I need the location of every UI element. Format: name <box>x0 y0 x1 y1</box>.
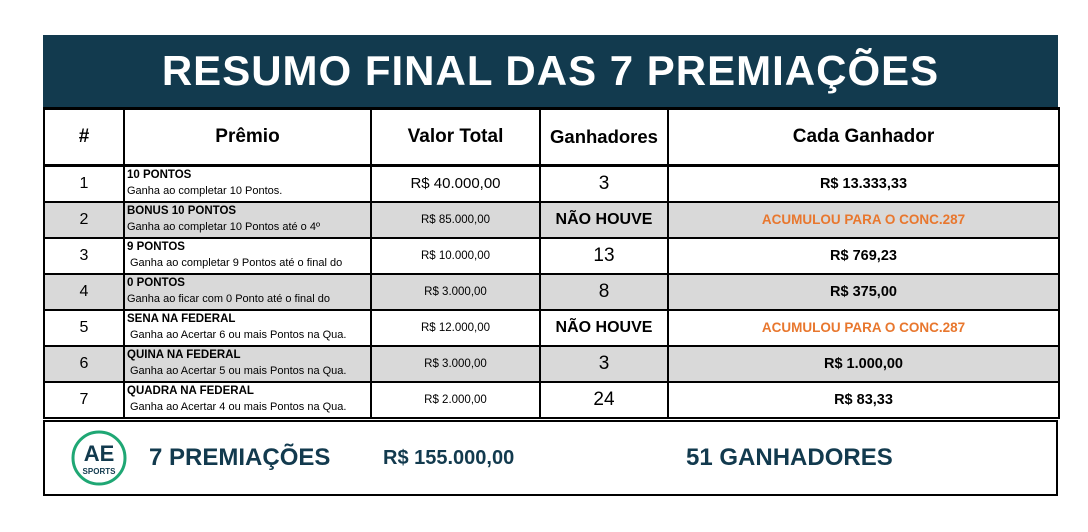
prize-cell <box>124 382 371 418</box>
ae-sports-logo <box>71 430 127 486</box>
prize-cell <box>124 274 371 310</box>
row-number: 3 <box>44 238 124 274</box>
prize-description: Ganha ao completar 10 Pontos. <box>127 185 283 197</box>
title-banner <box>43 35 1058 107</box>
winners-count: 3 <box>540 346 668 382</box>
total-value: R$ 3.000,00 <box>371 274 540 310</box>
total-amount: R$ 155.000,00 <box>383 447 515 469</box>
prize-name: QUADRA NA FEDERAL <box>127 384 254 397</box>
prize-cell <box>124 238 371 274</box>
winners-count: 24 <box>540 382 668 418</box>
summary-footer <box>43 420 1058 496</box>
prize-name: SENA NA FEDERAL <box>127 312 236 325</box>
header-valor: Valor Total <box>371 109 540 166</box>
header-cada: Cada Ganhador <box>668 109 1059 166</box>
logo-letters: AE <box>83 441 115 466</box>
prize-description: Ganha ao completar 9 Pontos até o final do <box>130 256 343 269</box>
row-number: 1 <box>44 166 124 202</box>
winners-count: NÃO HOUVE <box>540 310 668 346</box>
table-row <box>44 274 1059 310</box>
per-winner-value: R$ 1.000,00 <box>668 346 1059 382</box>
prize-name: 10 PONTOS <box>127 169 192 181</box>
prize-name: 9 PONTOS <box>127 240 185 253</box>
logo-sub: SPORTS <box>82 467 116 476</box>
header-num: # <box>44 109 124 166</box>
prize-description: Ganha ao ficar com 0 Ponto até o final do <box>127 292 331 305</box>
prize-description: Ganha ao Acertar 6 ou mais Pontos na Qua. <box>130 328 347 341</box>
per-winner-value: R$ 375,00 <box>668 274 1059 310</box>
table-row <box>44 310 1059 346</box>
table-row <box>44 382 1059 418</box>
table-row <box>44 202 1059 238</box>
table-row <box>44 346 1059 382</box>
winners-count: 13 <box>540 238 668 274</box>
row-number: 5 <box>44 310 124 346</box>
winners-count: NÃO HOUVE <box>540 202 668 238</box>
prize-description: Ganha ao completar 10 Pontos até o 4º <box>127 220 320 233</box>
per-winner-value: ACUMULOU PARA O CONC.287 <box>668 202 1059 238</box>
winners-count: 8 <box>540 274 668 310</box>
total-value: R$ 12.000,00 <box>371 310 540 346</box>
prize-cell <box>124 202 371 238</box>
row-number: 2 <box>44 202 124 238</box>
per-winner-value: R$ 13.333,33 <box>668 166 1059 202</box>
per-winner-value: ACUMULOU PARA O CONC.287 <box>668 310 1059 346</box>
per-winner-value: R$ 83,33 <box>668 382 1059 418</box>
row-number: 4 <box>44 274 124 310</box>
prize-name: BONUS 10 PONTOS <box>127 204 237 217</box>
summary-sheet <box>43 35 1058 496</box>
prize-description: Ganha ao Acertar 5 ou mais Pontos na Qua. <box>130 364 347 377</box>
row-number: 7 <box>44 382 124 418</box>
total-value: R$ 85.000,00 <box>371 202 540 238</box>
table-row <box>44 238 1059 274</box>
per-winner-value: R$ 769,23 <box>668 238 1059 274</box>
prize-name: 0 PONTOS <box>127 276 185 289</box>
table-row <box>44 166 1059 202</box>
total-value: R$ 40.000,00 <box>371 166 540 202</box>
prize-description: Ganha ao Acertar 4 ou mais Pontos na Qua. <box>130 400 347 413</box>
header-premio: Prêmio <box>124 109 371 166</box>
prize-cell <box>124 166 371 202</box>
header-ganhadores: Ganhadores <box>540 109 668 166</box>
total-value: R$ 3.000,00 <box>371 346 540 382</box>
total-value: R$ 10.000,00 <box>371 238 540 274</box>
prize-cell <box>124 310 371 346</box>
winners-count: 3 <box>540 166 668 202</box>
prize-cell <box>124 346 371 382</box>
prize-name: QUINA NA FEDERAL <box>127 348 241 361</box>
row-number: 6 <box>44 346 124 382</box>
prize-table <box>43 107 1060 419</box>
total-winners: 51 GANHADORES <box>686 444 893 471</box>
total-prizes: 7 PREMIAÇÕES <box>149 444 331 471</box>
table-header-row <box>44 109 1059 166</box>
total-value: R$ 2.000,00 <box>371 382 540 418</box>
page-title: RESUMO FINAL DAS 7 PREMIAÇÕES <box>161 47 940 94</box>
